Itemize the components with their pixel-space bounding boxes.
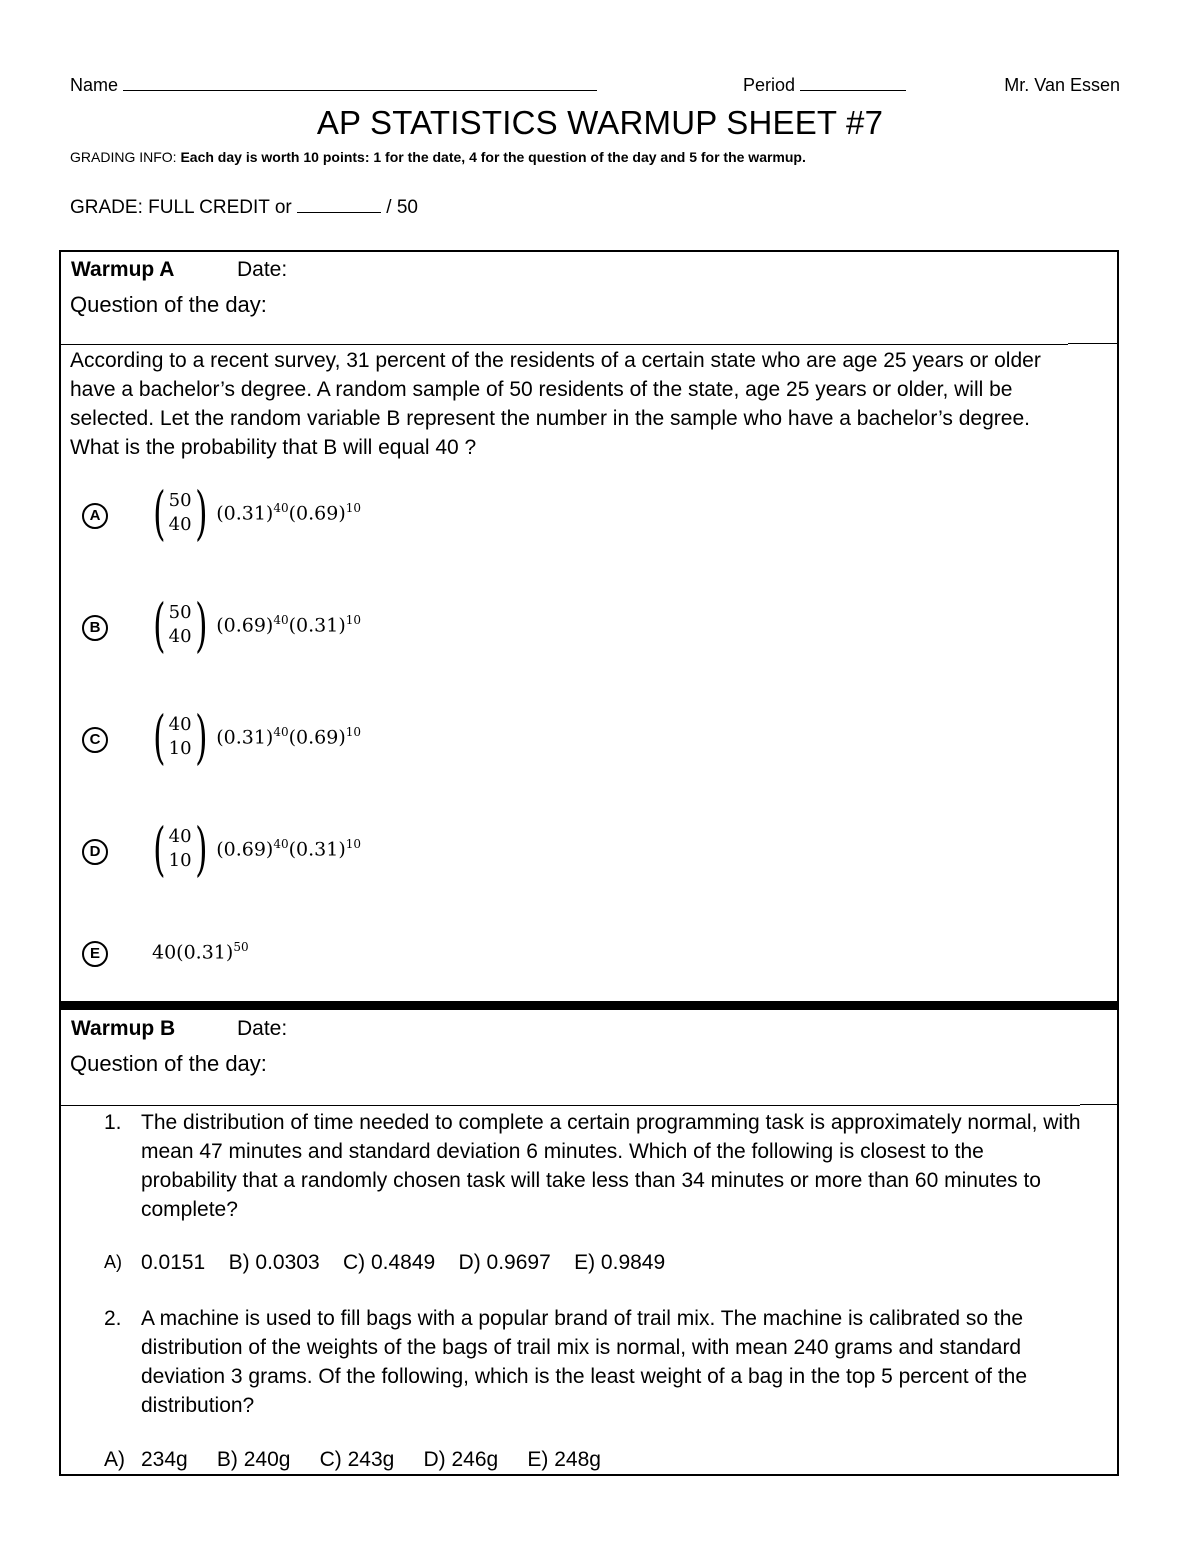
name-blank[interactable] xyxy=(123,90,597,91)
exponent-1: 40 xyxy=(273,501,289,516)
warmup-b-separator xyxy=(59,1105,1080,1106)
factor-1: (0.31) xyxy=(216,502,274,525)
grade-suffix: / 50 xyxy=(386,197,418,218)
period-label: Period xyxy=(743,75,796,95)
exponent-1: 40 xyxy=(273,837,289,852)
q1-text: The distribution of time needed to complete a certain programming task is approximately normal, with mean 47 minutes and standard deviation 6 minutes. Which of the following is closest to the probability that a randomly chosen task will take less than 34 minutes or more than 60 minutes to complete? xyxy=(141,1111,1081,1221)
warmup-a-separator-tail xyxy=(1068,343,1119,344)
binom-bottom: 10 xyxy=(168,850,192,871)
warmup-b-date-label: Date: xyxy=(237,1017,288,1040)
right-paren-icon: ) xyxy=(194,591,208,659)
right-paren-icon: ) xyxy=(194,703,208,771)
binom-bottom: 40 xyxy=(168,514,192,535)
choice-a-expression xyxy=(148,479,362,547)
binom-bottom: 10 xyxy=(168,738,192,759)
factor-2: (0.31) xyxy=(288,838,346,861)
exponent-1: 40 xyxy=(273,613,289,628)
left-paren-icon: ( xyxy=(153,815,166,883)
factor-1: 40(0.31) xyxy=(152,941,234,964)
warmup-a-date-label: Date: xyxy=(237,258,288,281)
q2-text: A machine is used to fill bags with a popular brand of trail mix. The machine is calibrated so the distribution of the weights of the bags of trail mix is normal, with mean 240 grams and standard deviation 3 grams. Of the following, which is the least weight of a bag in the top 5 percent of the distribution? xyxy=(141,1307,1028,1417)
factor-1: (0.31) xyxy=(216,726,274,749)
choice-c-expression xyxy=(148,703,362,771)
period-field[interactable] xyxy=(743,75,906,96)
choice-b-expression xyxy=(148,591,362,659)
choice-b-bubble[interactable]: B xyxy=(82,615,108,641)
warmup-a-question: According to a recent survey, 31 percent of the residents of a certain state who are age 25 years or older have a bachelor’s degree. A random sample of 50 residents of the state, age 25 years or older, will be selected. Let the random variable B represent the number in the sample who have a bachelor’s degree. What is the probability that B will equal 40 ? xyxy=(70,349,1041,459)
warmup-a-label: Warmup A xyxy=(71,258,175,281)
q1-number: 1. xyxy=(104,1111,122,1134)
choice-e-bubble[interactable]: E xyxy=(82,941,108,967)
grading-text: Each day is worth 10 points: 1 for the date, 4 for the question of the day and 5 for the warmup. xyxy=(180,149,806,165)
binom-bottom: 40 xyxy=(168,626,192,647)
q2-number: 2. xyxy=(104,1307,122,1330)
name-field[interactable] xyxy=(70,75,597,96)
binom-top: 40 xyxy=(168,826,192,847)
grade-label: GRADE: FULL CREDIT or xyxy=(70,197,292,218)
binom-top: 40 xyxy=(168,714,192,735)
factor-1: (0.69) xyxy=(216,614,274,637)
name-label: Name xyxy=(70,75,119,95)
factor-2: (0.31) xyxy=(288,614,346,637)
exponent-1: 50 xyxy=(233,940,249,954)
q1-answers: 0.0151 B) 0.0303 C) 0.4849 D) 0.9697 E) 0.9849 xyxy=(141,1251,666,1274)
choice-d-bubble[interactable]: D xyxy=(82,839,108,865)
right-paren-icon: ) xyxy=(194,479,208,547)
exponent-2: 10 xyxy=(345,613,362,628)
period-blank[interactable] xyxy=(800,90,906,91)
factor-2: (0.69) xyxy=(288,726,346,749)
page-title: AP STATISTICS WARMUP SHEET #7 xyxy=(316,104,884,141)
binom-top: 50 xyxy=(168,602,192,623)
factor-1: (0.69) xyxy=(216,838,274,861)
warmup-b-qod-label: Question of the day: xyxy=(70,1051,267,1076)
grading-prefix: GRADING INFO: xyxy=(70,149,177,165)
warmup-a-separator xyxy=(59,344,1068,345)
exponent-2: 10 xyxy=(345,501,362,516)
grade-line xyxy=(70,197,418,219)
exponent-1: 40 xyxy=(273,725,289,740)
grade-blank[interactable] xyxy=(297,212,381,213)
q1-answer-label: A) xyxy=(104,1252,122,1272)
left-paren-icon: ( xyxy=(153,591,166,659)
left-paren-icon: ( xyxy=(153,479,166,547)
factor-2: (0.69) xyxy=(288,502,346,525)
binom-top: 50 xyxy=(168,490,192,511)
left-paren-icon: ( xyxy=(153,703,166,771)
q2-answers: 234g B) 240g C) 243g D) 246g E) 248g xyxy=(141,1448,601,1471)
exponent-2: 10 xyxy=(345,837,362,852)
warmup-a-qod-label: Question of the day: xyxy=(70,292,267,317)
warmup-b-separator-tail xyxy=(1080,1104,1119,1105)
choice-d-expression xyxy=(148,815,362,883)
right-paren-icon: ) xyxy=(194,815,208,883)
choice-e-expression xyxy=(152,940,249,963)
choice-c-bubble[interactable]: C xyxy=(82,727,108,753)
warmup-b-label: Warmup B xyxy=(71,1017,176,1040)
grading-info xyxy=(70,149,806,165)
teacher-name: Mr. Van Essen xyxy=(1004,75,1120,95)
exponent-2: 10 xyxy=(345,725,362,740)
choice-a-bubble[interactable]: A xyxy=(82,503,108,529)
q2-answer-label: A) xyxy=(104,1448,125,1471)
